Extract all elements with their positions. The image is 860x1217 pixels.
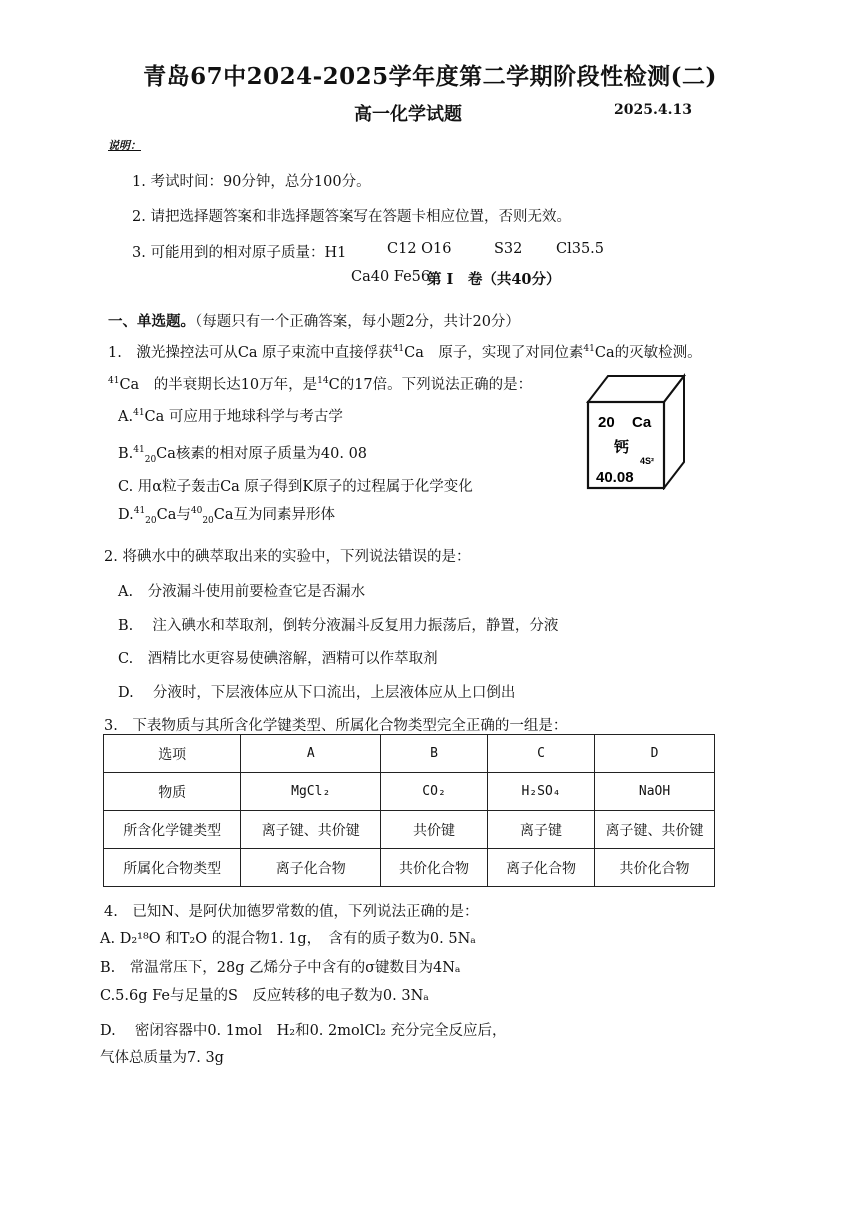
exam-subtitle: 高一化学试题 [354, 104, 462, 125]
section-1-title: 一、单选题。 [108, 313, 195, 330]
table-cell: 离子键、共价键 [595, 811, 715, 849]
section-1-heading [108, 310, 520, 331]
q3-table [103, 734, 715, 887]
table-cell: B [381, 735, 488, 773]
juan-heading: 第 I 卷（共40分） [427, 271, 561, 288]
table-cell: 离子键、共价键 [241, 811, 381, 849]
card-name: 钙 [614, 438, 630, 456]
q1-stem-line2: $^{41}$Ca 的半衰期长达10万年，是$^{14}$C的17倍。下列说法正确的是： [108, 376, 533, 393]
note-3-b: C12 O16 [387, 241, 452, 257]
table-cell: A [241, 735, 381, 773]
q1-option-b: B.$^{41}_{20}$Ca核素的相对原子质量为40. 08 [118, 445, 368, 465]
table-row [104, 773, 715, 811]
q1-stem-line1: 1. 激光操控法可从Ca 原子束流中直接俘获$^{41}$Ca 原子，实现了对同位素$^{41}$Ca的灭敏检测。 [108, 344, 702, 361]
note-2: 2. 请把选择题答案和非选择题答案写在答题卡相应位置，否则无效。 [132, 209, 571, 225]
table-row [104, 735, 715, 773]
note-3-d: Cl35.5 [556, 241, 605, 257]
note-1: 1. 考试时间：90分钟，总分100分。 [132, 174, 371, 190]
table-cell: H₂SO₄ [488, 773, 595, 811]
exam-title: 青岛67中2024-2025学年度第二学期阶段性检测(二) [143, 63, 717, 90]
q4-option-d: D. 密闭容器中0. 1mol H₂和0. 2molCl₂ 充分完全反应后， [100, 1023, 507, 1039]
table-cell: 选项 [104, 735, 241, 773]
table-cell: NaOH [595, 773, 715, 811]
q1-option-a: A.$^{41}$Ca 可应用于地球科学与考古学 [118, 408, 343, 425]
table-cell: 离子键 [488, 811, 595, 849]
q1-option-c: C. 用α粒子轰击Ca 原子得到K原子的过程属于化学变化 [118, 479, 473, 495]
note-3-a: 3. 可能用到的相对原子质量：H1 [132, 245, 347, 261]
table-cell: 共价化合物 [595, 849, 715, 887]
table-cell: MgCl₂ [241, 773, 381, 811]
note-3-e: Ca40 Fe56 [351, 269, 431, 285]
table-cell: 所含化学键类型 [104, 811, 241, 849]
q2-stem: 2. 将碘水中的碘萃取出来的实验中，下列说法错误的是： [104, 549, 471, 565]
q2-option-c: C. 酒精比水更容易使碘溶解，酒精可以作萃取剂 [118, 651, 438, 667]
table-row [104, 849, 715, 887]
q4-option-b: B. 常温常压下，28g 乙烯分子中含有的σ键数目为4Nₐ [100, 960, 461, 976]
table-cell: 离子化合物 [488, 849, 595, 887]
notes-label: 说明： [108, 139, 141, 152]
table-cell: 所属化合物类型 [104, 849, 241, 887]
q2-option-b: B. 注入碘水和萃取剂，倒转分液漏斗反复用力振荡后，静置，分液 [118, 618, 559, 634]
q3-stem: 3. 下表物质与其所含化学键类型、所属化合物类型完全正确的一组是： [104, 718, 568, 734]
table-cell: 离子化合物 [241, 849, 381, 887]
q2-option-d: D. 分液时，下层液体应从下口流出，上层液体应从上口倒出 [118, 685, 516, 701]
note-3-c: S32 [494, 241, 523, 257]
table-cell: 物质 [104, 773, 241, 811]
note-3 [132, 241, 346, 262]
card-atomic-number: 20 [598, 414, 615, 431]
exam-date: 2025.4.13 [614, 102, 692, 118]
q1-option-d: D.$^{41}_{20}$Ca与$^{40}_{20}$Ca互为同素异形体 [118, 506, 336, 526]
table-cell: C [488, 735, 595, 773]
calcium-element-card [586, 372, 686, 490]
table-cell: CO₂ [381, 773, 488, 811]
q4-option-d-cont: 气体总质量为7. 3g [100, 1050, 224, 1066]
table-cell: 共价化合物 [381, 849, 488, 887]
table-row [104, 811, 715, 849]
card-symbol: Ca [632, 414, 652, 431]
q4-option-a: A. D₂¹⁸O 和T₂O 的混合物1. 1g， 含有的质子数为0. 5Nₐ [100, 931, 476, 947]
table-cell: D [595, 735, 715, 773]
section-1-desc: （每题只有一个正确答案，每小题2分，共计20分） [195, 314, 520, 330]
card-config: 4S² [640, 456, 655, 466]
table-cell: 共价键 [381, 811, 488, 849]
q4-stem: 4. 已知N、是阿伏加德罗常数的值，下列说法正确的是： [104, 904, 479, 920]
q2-option-a: A. 分液漏斗使用前要检查它是否漏水 [118, 584, 366, 600]
card-mass: 40.08 [596, 469, 634, 486]
q4-option-c: C.5.6g Fe与足量的S 反应转移的电子数为0. 3Nₐ [100, 988, 429, 1004]
